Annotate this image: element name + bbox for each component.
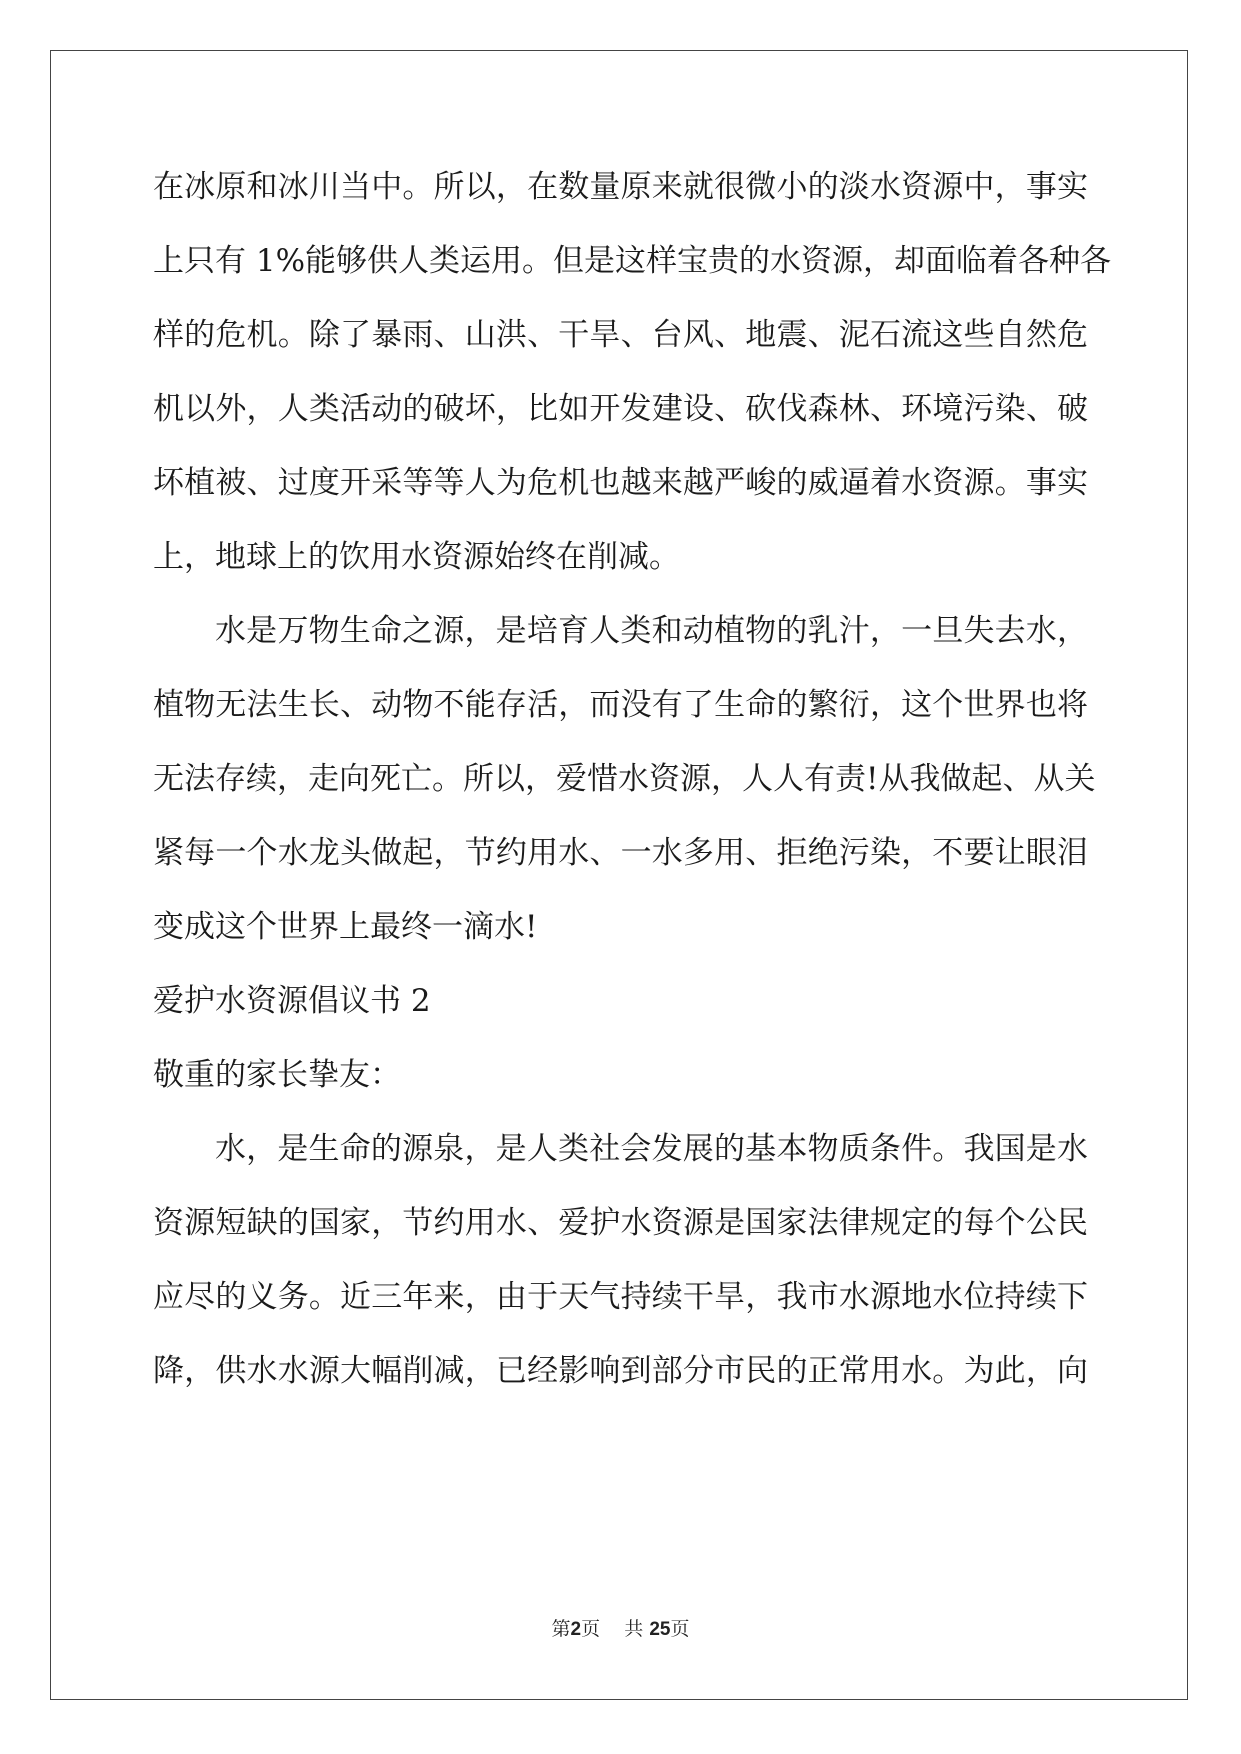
page-footer: [0, 1614, 1241, 1641]
total-pages: 25: [649, 1619, 671, 1640]
paragraph-3-line-4: 降，供水水源大幅削减，已经影响到部分市民的正常用水。为此，向: [153, 1353, 1088, 1389]
paragraph-3-line-1: 水，是生命的源泉，是人类社会发展的基本物质条件。我国是水: [215, 1131, 1088, 1167]
paragraph-1-line-2: 上只有 1%能够供人类运用。但是这样宝贵的水资源，却面临着各种各: [153, 243, 1112, 279]
page-prefix: 第: [551, 1618, 571, 1640]
paragraph-1-line-4: 机以外，人类活动的破坏，比如开发建设、砍伐森林、环境污染、破: [153, 391, 1088, 427]
page-border: [50, 50, 1188, 1700]
paragraph-1-line-3: 样的危机。除了暴雨、山洪、干旱、台风、地震、泥石流这些自然危: [153, 317, 1088, 353]
paragraph-2-line-2: 植物无法生长、动物不能存活，而没有了生命的繁衍，这个世界也将: [153, 687, 1088, 723]
paragraph-2-line-4: 紧每一个水龙头做起，节约用水、一水多用、拒绝污染，不要让眼泪: [153, 835, 1088, 871]
paragraph-3-line-2: 资源短缺的国家，节约用水、爱护水资源是国家法律规定的每个公民: [153, 1205, 1088, 1241]
salutation: 敬重的家长挚友：: [153, 1057, 401, 1093]
total-prefix: 共: [624, 1618, 644, 1640]
paragraph-1-line-5: 坏植被、过度开采等等人为危机也越来越严峻的威逼着水资源。事实: [153, 465, 1088, 501]
page-number: 2: [570, 1619, 582, 1640]
paragraph-2-line-1: 水是万物生命之源，是培育人类和动植物的乳汁，一旦失去水，: [215, 613, 1088, 649]
paragraph-1-line-6: 上，地球上的饮用水资源始终在削减。: [153, 539, 680, 575]
total-suffix: 页: [670, 1618, 690, 1640]
paragraph-1-line-1: 在冰原和冰川当中。所以，在数量原来就很微小的淡水资源中，事实: [153, 169, 1088, 205]
paragraph-3-line-3: 应尽的义务。近三年来，由于天气持续干旱，我市水源地水位持续下: [153, 1279, 1088, 1315]
paragraph-2-line-5: 变成这个世界上最终一滴水!: [153, 909, 538, 945]
paragraph-2-line-3: 无法存续，走向死亡。所以，爱惜水资源，人人有责!从我做起、从关: [153, 761, 1096, 797]
page-suffix: 页: [581, 1618, 601, 1640]
section-title: 爱护水资源倡议书 2: [153, 983, 431, 1019]
